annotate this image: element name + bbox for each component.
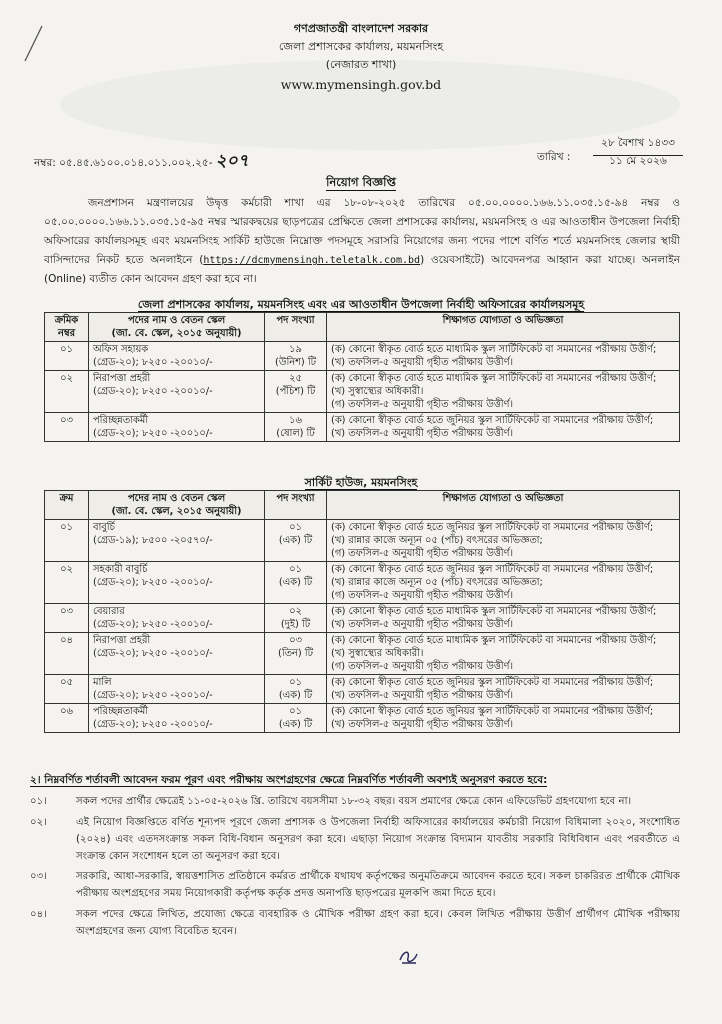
qualification-cell: [327, 342, 680, 371]
post-count-words: (তিন) টি: [278, 648, 313, 659]
table-row: [45, 520, 680, 562]
date-english: ১১ মে ২০২৬: [609, 155, 667, 167]
qualification-item: (গ) তফসিল-৫ অনুযায়ী গৃহীত পরীক্ষায় উত্তীর্ণ।: [331, 590, 513, 601]
post-name: বেয়ারার: [93, 606, 125, 617]
count-cell: [265, 704, 327, 733]
application-link[interactable]: https://dcmymensingh.teletalk.com.bd: [203, 255, 421, 266]
post-cell: [89, 675, 265, 704]
letterhead: [0, 20, 722, 94]
notice-title: [0, 174, 722, 193]
date-label: তারিখ :: [537, 151, 571, 163]
serial-cell: ০১: [45, 342, 89, 371]
section2-title-text: সার্কিট হাউজ, ময়মনসিংহ: [304, 476, 418, 489]
post-name: নিরাপত্তা প্রহরী: [93, 373, 151, 384]
condition-number: ০২।: [30, 817, 47, 828]
post-cell: [89, 342, 265, 371]
count-cell: [265, 520, 327, 562]
header-post-line1: পদের নাম ও বেতন স্কেল: [127, 493, 226, 504]
serial-cell: ০৩: [45, 604, 89, 633]
pay-scale: (গ্রেড-২০); ৮২৫০ -২০০১০/-: [93, 428, 213, 439]
qualification-item: (ক) কোনো স্বীকৃত বোর্ড হতে জুনিয়র স্কুল সার্টিফিকেট বা সমমানের পরীক্ষায় উত্তীর্ণ;: [331, 522, 654, 533]
header-post: [89, 313, 265, 342]
post-count-words: (এক) টি: [278, 690, 313, 701]
qualification-cell: [327, 675, 680, 704]
post-count-words: (এক) টি: [278, 577, 313, 588]
post-count: ২৫: [289, 373, 302, 384]
office-website: www.mymensingh.gov.bd: [280, 77, 442, 92]
table-header-row: [45, 313, 680, 342]
qualification-item: (গ) তফসিল-৫ অনুযায়ী গৃহীত পরীক্ষায় উত্তীর্ণ।: [331, 661, 513, 672]
pay-scale: (গ্রেড-২০); ৮২৫০ -২০০১০/-: [93, 648, 213, 659]
count-cell: [265, 604, 327, 633]
header-post-line1: পদের নাম ও বেতন স্কেল: [127, 315, 226, 326]
count-cell: [265, 633, 327, 675]
count-cell: [265, 675, 327, 704]
condition-number: ০৩।: [30, 871, 47, 882]
post-count: ০২: [289, 606, 302, 617]
qualification-item: (খ) সুস্বাস্থ্যের অধিকারী।: [331, 648, 424, 659]
qualification-cell: [327, 520, 680, 562]
qualification-cell: [327, 633, 680, 675]
post-cell: [89, 413, 265, 442]
qualification-item: (ক) কোনো স্বীকৃত বোর্ড হতে জুনিয়র স্কুল সার্টিফিকেট বা সমমানের পরীক্ষায় উত্তীর্ণ;: [331, 677, 654, 688]
table-row: [45, 562, 680, 604]
serial-cell: ০২: [45, 562, 89, 604]
section2-rows: [45, 520, 680, 733]
qualification-item: (ক) কোনো স্বীকৃত বোর্ড হতে মাধ্যমিক স্কুল সার্টিফিকেট বা সমমানের পরীক্ষায় উত্তীর্ণ;: [331, 606, 657, 617]
condition-text: সকল পদের ক্ষেত্রে লিখিত, প্রযোজ্য ক্ষেত্রে ব্যবহারিক ও মৌখিক পরীক্ষা গ্রহণ করা হবে। কেবল লিখিত পরীক্ষায় উত্তীর্ণ প্রার্থীগণ মৌখিক পরীক্ষায় অংশগ্রহণের জন্য যোগ্য বিবেচিত হবেন।: [76, 909, 680, 937]
table-row: [45, 704, 680, 733]
pay-scale: (গ্রেড-২০); ৮২৫০ -২০০১০/-: [93, 690, 213, 701]
post-count-words: (পঁচিশ) টি: [275, 386, 316, 397]
count-cell: [265, 371, 327, 413]
pay-scale: (গ্রেড-২০); ৮২৫০ -২০০১০/-: [93, 719, 213, 730]
qualification-item: (ক) কোনো স্বীকৃত বোর্ড হতে জুনিয়র স্কুল সার্টিফিকেট বা সমমানের পরীক্ষায় উত্তীর্ণ;: [331, 415, 654, 426]
header-count: পদ সংখ্যা: [265, 313, 327, 342]
post-count: ০১: [289, 564, 302, 575]
pay-scale: (গ্রেড-২০); ৮২৫০ -২০০১০/-: [93, 357, 213, 368]
qualification-item: (খ) তফসিল-৫ অনুযায়ী গৃহীত পরীক্ষায় উত্তীর্ণ।: [331, 357, 513, 368]
section1-table: [44, 312, 680, 442]
qualification-cell: [327, 371, 680, 413]
table-row: [45, 371, 680, 413]
initial-signature: [396, 944, 420, 968]
post-name: নিরাপত্তা প্রহরী: [93, 635, 151, 646]
memo-number: [34, 148, 249, 176]
qualification-item: (গ) তফসিল-৫ অনুযায়ী গৃহীত পরীক্ষায় উত্তীর্ণ।: [331, 399, 513, 410]
condition-text: এই নিয়োগ বিজ্ঞপ্তিতে বর্ণিত শূন্যপদ পূরণে জেলা প্রশাসক ও উপজেলা নির্বাহী অফিসারের কার্যালয়ের কর্মচারী নিয়োগ বিধিমালা ২০২০, সংশোধিত (২০২৪) এবং এতদসংক্রান্ত সকল বিধি-বিধান অনুসরণ করা হবে। এছাড়া নিয়োগ সংক্রান্ত বিদ্যমান যাবতীয় সরকারি বিধিবিধান এবং পরবর্তীতে এ সংক্রান্ত কোন সংশোধন হলে তা অনুসরণ করা হবে।: [76, 817, 680, 862]
qualification-item: (ক) কোনো স্বীকৃত বোর্ড হতে মাধ্যমিক স্কুল সার্টিফিকেট বা সমমানের পরীক্ষায় উত্তীর্ণ;: [331, 344, 657, 355]
qualification-cell: [327, 704, 680, 733]
post-name: পরিচ্ছন্নতাকর্মী: [93, 415, 148, 426]
intro-text-1: জনপ্রশাসন মন্ত্রণালয়ের উদ্বৃত্ত কর্মচারী শাখা এর ১৮-০৮-২০২৫ তারিখের ০৫.০০.০০০০.১৬৬.১১.০৩৫.১৫-৯৪ নম্বর ও ০৫.০০.০০০০.১৬৬.১১.০৩৫.১৫-৯৫ নম্বর স্মারকদ্বয়ের ছাড়পত্রের প্রেক্ষিতে জেলা প্রশাসকের কার্যালয়, ময়মনসিংহ ও এর আওতাধীন উপজেলা নির্বাহী অফিসারের কার্যালয়সমূহ এবং ময়মনসিংহ সার্কিট হাউজে নিম্নোক্ত পদসমূহে সরাসরি নিয়োগের জন্য পদের পাশে বর্ণিত শর্তে ময়মনসিংহ জেলার স্থায়ী বাসিন্দাদের নিকট হতে অনলাইনে (: [44, 197, 680, 266]
memo-handwritten-no: ২০৭: [215, 151, 249, 171]
header-post-line2: (জা. বে. স্কেল, ২০১৫ অনুযায়ী): [111, 506, 242, 517]
pay-scale: (গ্রেড-২০); ৮২৫০ -২০০১০/-: [93, 619, 213, 630]
post-cell: [89, 604, 265, 633]
header-qualification: শিক্ষাগত যোগ্যতা ও অভিজ্ঞতা: [327, 491, 680, 520]
condition-number: ০৪।: [30, 909, 47, 920]
qualification-item: (ক) কোনো স্বীকৃত বোর্ড হতে মাধ্যমিক স্কুল সার্টিফিকেট বা সমমানের পরীক্ষায় উত্তীর্ণ;: [331, 635, 657, 646]
pay-scale: (গ্রেড-২০); ৮২৫০ -২০০১০/-: [93, 386, 213, 397]
post-name: অফিস সহায়ক: [93, 344, 149, 355]
count-cell: [265, 342, 327, 371]
table-row: [45, 604, 680, 633]
post-cell: [89, 704, 265, 733]
qualification-item: (গ) তফসিল-৫ অনুযায়ী গৃহীত পরীক্ষায় উত্তীর্ণ।: [331, 548, 513, 559]
post-cell: [89, 562, 265, 604]
post-count-words: (এক) টি: [278, 719, 313, 730]
qualification-item: (ক) কোনো স্বীকৃত বোর্ড হতে জুনিয়র স্কুল সার্টিফিকেট বা সমমানের পরীক্ষায় উত্তীর্ণ;: [331, 564, 654, 575]
condition-text: সকল পদের প্রার্থীর ক্ষেত্রেই ১১-০৫-২০২৬ খ্রি. তারিখে বয়সসীমা ১৮-৩২ বছর। বয়স প্রমাণের ক্ষেত্রে কোন এফিডেভিট গ্রহণযোগ্য হবে না।: [76, 796, 632, 807]
header-count: পদ সংখ্যা: [265, 491, 327, 520]
intro-paragraph: [44, 194, 680, 289]
post-count-words: (এক) টি: [278, 535, 313, 546]
post-count: ১৯: [289, 344, 302, 355]
header-serial: ক্রম: [45, 491, 89, 520]
branch-name: (নেজারত শাখা): [325, 58, 397, 71]
serial-cell: ০৬: [45, 704, 89, 733]
qualification-item: (খ) তফসিল-৫ অনুযায়ী গৃহীত পরীক্ষায় উত্তীর্ণ।: [331, 428, 513, 439]
post-cell: [89, 371, 265, 413]
post-count: ১৬: [289, 415, 302, 426]
government-name: গণপ্রজাতন্ত্রী বাংলাদেশ সরকার: [293, 22, 429, 35]
conditions-heading-text: ২। নিম্নবর্ণিত শর্তাবলী আবেদন ফরম পূরণ এবং পরীক্ষায় অংশগ্রহণের ক্ষেত্রে নিম্নবর্ণিত শর্তাবলী অবশ্যই অনুসরণ করতে হবে:: [30, 774, 548, 786]
qualification-item: (খ) সুস্বাস্থ্যের অধিকারী।: [331, 386, 424, 397]
table-header-row: [45, 491, 680, 520]
serial-cell: ০৪: [45, 633, 89, 675]
qualification-item: (খ) তফসিল-৫ অনুযায়ী গৃহীত পরীক্ষায় উত্তীর্ণ।: [331, 619, 513, 630]
count-cell: [265, 562, 327, 604]
date-bangla: ২৮ বৈশাখ ১৪৩৩: [593, 136, 683, 156]
serial-cell: ০৩: [45, 413, 89, 442]
post-count: ০১: [289, 706, 302, 717]
condition-item: [30, 906, 680, 940]
count-cell: [265, 413, 327, 442]
serial-cell: ০১: [45, 520, 89, 562]
qualification-cell: [327, 562, 680, 604]
qualification-item: (ক) কোনো স্বীকৃত বোর্ড হতে মাধ্যমিক স্কুল সার্টিফিকেট বা সমমানের পরীক্ষায় উত্তীর্ণ;: [331, 373, 657, 384]
post-count-words: (ষোল) টি: [276, 428, 315, 439]
notice-title-text: নিয়োগ বিজ্ঞপ্তি: [326, 175, 396, 189]
condition-text: সরকারি, আধা-সরকারি, স্বায়ত্তশাসিত প্রতিষ্ঠানে কর্মরত প্রার্থীকে যথাযথ কর্তৃপক্ষের অনুমতিক্রমে আবেদন করতে হবে। সকল চাকরিরত প্রার্থীকে মৌখিক পরীক্ষায় অংশগ্রহণের সময় নিয়োগকারী কর্তৃপক্ষ কর্তৃক প্রদত্ত অনাপত্তি ছাড়পত্রের মূলকপি জমা দিতে হবে।: [76, 871, 680, 899]
condition-number: ০১।: [30, 796, 47, 807]
intro-text-2: ) ওয়েবসাইটে) আবেদনপত্র আহ্বান করা যাচ্ছে। অনলাইন (Online) ব্যতীত কোন আবেদন গ্রহণ করা হবে না।: [44, 254, 680, 285]
conditions-heading: [30, 773, 547, 790]
pay-scale: (গ্রেড-১৯); ৮৫০০ -২০৫৭০/-: [93, 535, 213, 546]
section1-rows: [45, 342, 680, 442]
post-count: ০১: [289, 677, 302, 688]
serial-cell: ০৫: [45, 675, 89, 704]
post-name: পরিচ্ছন্নতাকর্মী: [93, 706, 148, 717]
qualification-item: (ক) কোনো স্বীকৃত বোর্ড হতে জুনিয়র স্কুল সার্টিফিকেট বা সমমানের পরীক্ষায় উত্তীর্ণ;: [331, 706, 654, 717]
post-count-words: (দুই) টি: [280, 619, 311, 630]
section1-title-text: জেলা প্রশাসকের কার্যালয়, ময়মনসিংহ এবং এর আওতাধীন উপজেলা নির্বাহী অফিসারের কার্যালয়সমূহ: [137, 298, 585, 311]
table-row: [45, 675, 680, 704]
serial-cell: ০২: [45, 371, 89, 413]
post-count-words: (উনিশ) টি: [275, 357, 316, 368]
post-cell: [89, 520, 265, 562]
table-row: [45, 633, 680, 675]
condition-item: [30, 793, 680, 810]
qualification-cell: [327, 604, 680, 633]
memo-prefix: নম্বর: ০৫.৪৫.৬১০০.০১৪.০১১.০০২.২৫-: [34, 157, 213, 169]
header-qualification: শিক্ষাগত যোগ্যতা ও অভিজ্ঞতা: [327, 313, 680, 342]
qualification-item: (খ) তফসিল-৫ অনুযায়ী গৃহীত পরীক্ষায় উত্তীর্ণ।: [331, 690, 513, 701]
post-cell: [89, 633, 265, 675]
condition-item: [30, 814, 680, 865]
condition-item: [30, 868, 680, 902]
post-name: সহকারী বাবুর্চি: [93, 564, 148, 575]
pay-scale: (গ্রেড-২০); ৮২৫০ -২০০১০/-: [93, 577, 213, 588]
table-row: [45, 342, 680, 371]
qualification-cell: [327, 413, 680, 442]
header-serial: ক্রমিক নম্বর: [45, 313, 89, 342]
header-post-line2: (জা. বে. স্কেল, ২০১৫ অনুযায়ী): [111, 328, 242, 339]
post-count: ০৩: [289, 635, 302, 646]
qualification-item: (খ) রান্নার কাজে অন্যূন ০৫ (পাঁচ) বৎসরের অভিজ্ঞতা;: [331, 577, 543, 588]
post-name: মালি: [93, 677, 112, 688]
office-name: জেলা প্রশাসকের কার্যালয়, ময়মনসিংহ: [278, 40, 444, 53]
qualification-item: (খ) তফসিল-৫ অনুযায়ী গৃহীত পরীক্ষায় উত্তীর্ণ।: [331, 719, 513, 730]
header-post: [89, 491, 265, 520]
table-row: [45, 413, 680, 442]
post-name: বাবুর্চি: [93, 522, 115, 533]
section2-table: [44, 490, 680, 733]
post-count: ০১: [289, 522, 302, 533]
qualification-item: (খ) রান্নার কাজে অন্যূন ০৫ (পাঁচ) বৎসরের অভিজ্ঞতা;: [331, 535, 543, 546]
